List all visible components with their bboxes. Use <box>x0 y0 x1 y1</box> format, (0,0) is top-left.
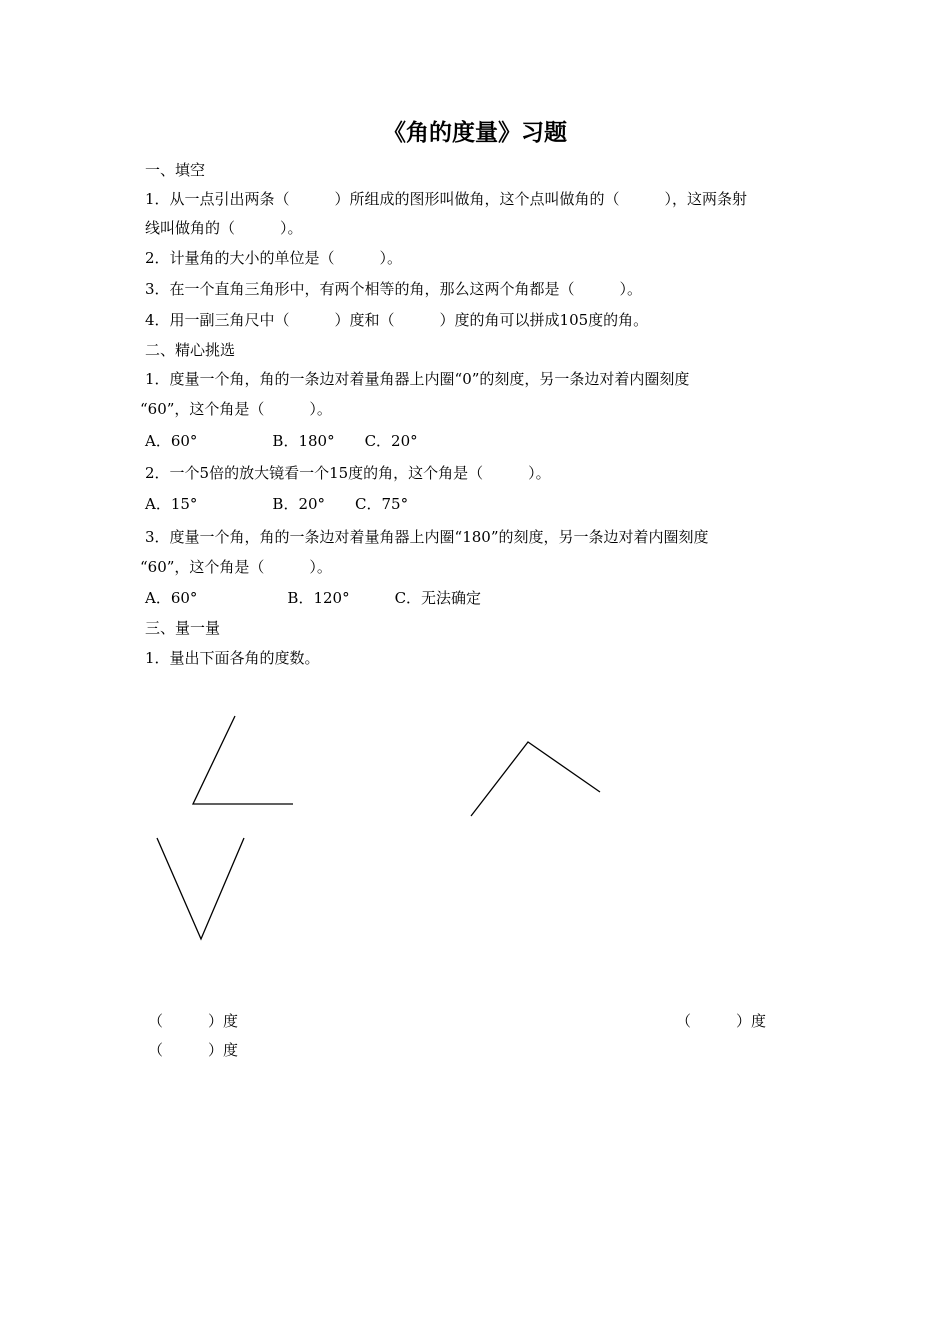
fill-question-4: 4．用一副三角尺中（ ）度和（ ）度的角可以拼成105度的角。 <box>145 311 649 329</box>
fill-question-2: 2．计量角的大小的单位是（ ）。 <box>145 249 403 267</box>
choice-question-2-options: A．15° B．20° C．75° <box>145 495 409 513</box>
fill-question-1-line-2: 线叫做角的（ ）。 <box>145 219 303 237</box>
section-heading-choice: 二、精心挑选 <box>145 341 236 359</box>
choice-question-3-line-1: 3．度量一个角，角的一条边对着量角器上内圈“180”的刻度，另一条边对着内圈刻度 <box>145 528 709 546</box>
choice-question-1-line-2: “60”，这个角是（ ）。 <box>140 400 332 418</box>
angle-figure-2 <box>471 742 600 816</box>
fill-question-3: 3．在一个直角三角形中，有两个相等的角，那么这两个角都是（ ）。 <box>145 280 643 298</box>
choice-question-3-options: A．60° B．120° C．无法确定 <box>145 589 482 607</box>
section-heading-fill: 一、填空 <box>145 161 206 179</box>
page-title: 《角的度量》习题 <box>383 120 567 146</box>
angle-figure-1 <box>193 716 293 804</box>
answer-blank-2: （ ）度 <box>676 1012 767 1030</box>
choice-question-2: 2．一个5倍的放大镜看一个15度的角，这个角是（ ）。 <box>145 464 551 482</box>
measure-question-1: 1．量出下面各角的度数。 <box>145 649 320 667</box>
fill-question-1-line-1: 1．从一点引出两条（ ）所组成的图形叫做角，这个点叫做角的（ ），这两条射 <box>145 190 748 208</box>
choice-question-3-line-2: “60”，这个角是（ ）。 <box>140 558 332 576</box>
choice-question-1-options: A．60° B．180° C．20° <box>145 432 418 450</box>
choice-question-1-line-1: 1．度量一个角，角的一条边对着量角器上内圈“0”的刻度，另一条边对着内圈刻度 <box>145 370 690 388</box>
answer-blank-1: （ ）度 <box>148 1012 239 1030</box>
angle-figure-3 <box>157 838 244 939</box>
answer-blank-3: （ ）度 <box>148 1041 239 1059</box>
section-heading-measure: 三、量一量 <box>145 619 221 637</box>
